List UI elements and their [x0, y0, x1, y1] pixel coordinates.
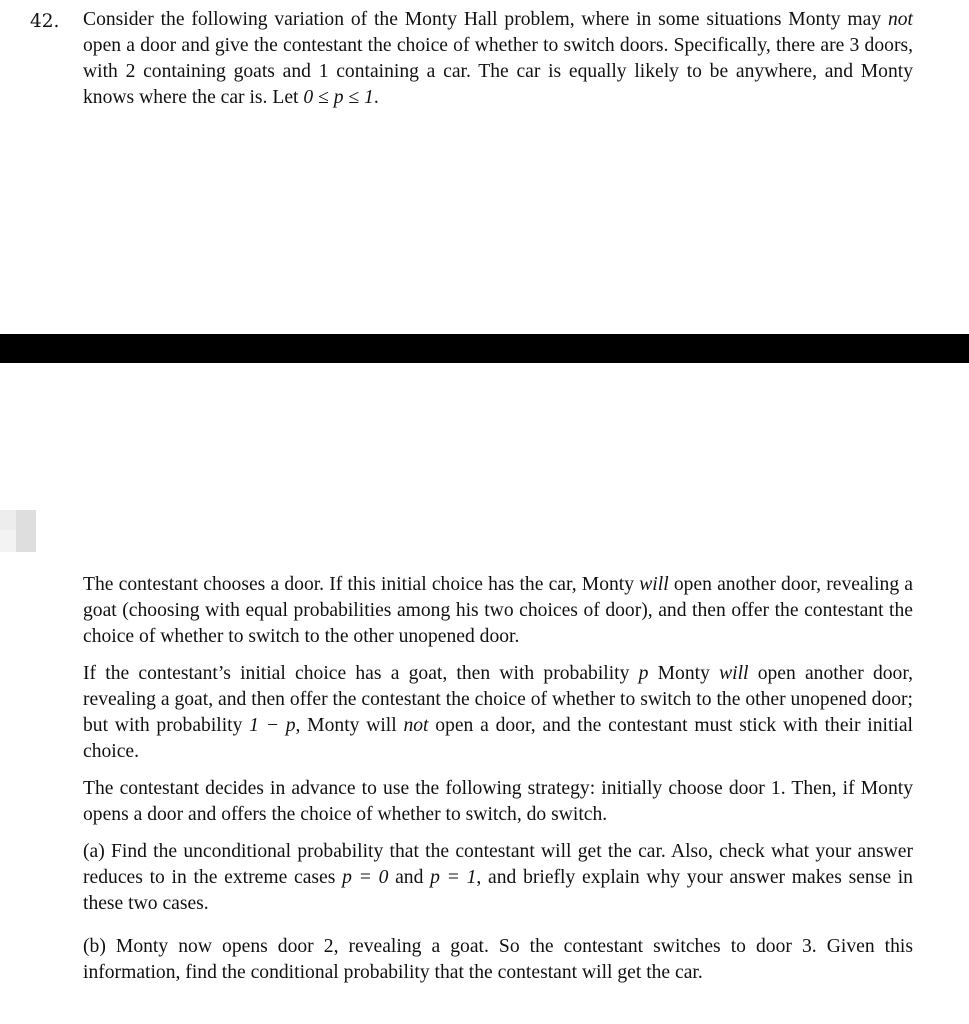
p1-text-1: The contestant chooses a door. If this initial choice has the car, Monty	[83, 574, 640, 595]
intro-emphasis-not: not	[887, 9, 913, 30]
p2-emphasis-will: will	[719, 663, 749, 684]
paragraph-goat-case	[83, 661, 913, 765]
p2-emphasis-not: not	[403, 715, 429, 736]
part-b: (b) Monty now opens door 2, revealing a goat. So the contestant switches to door 3. Given this information, find the conditional probability that the contestant will get the car.	[83, 936, 913, 983]
pa-text-3: , and briefly explain why your answer makes sense in these two cases.	[83, 867, 913, 914]
intro-text-2: open a door and give the contestant the choice of whether to switch doors. Specifically, there are 3 doors, with 2 containing goats and 1 containing a car. The car is equally likely to be anywhere, and Monty knows where the car is. Let	[83, 35, 913, 108]
p2-text-3: open another door, revealing a goat, and then offer the contestant the choice of whether to switch to the other unopened door; but with probability	[83, 663, 913, 736]
p1-text-2: open another door, revealing a goat (choosing with equal probabilities among his two choices of door), and then offer the contestant the choice of whether to switch to the other unopened door.	[83, 574, 913, 647]
problem-number: 42.	[30, 11, 60, 32]
p1-emphasis-will: will	[639, 574, 669, 595]
p2-text-2: Monty	[648, 663, 720, 684]
p2-text-1: If the contestant’s initial choice has a goat, then with probability	[83, 663, 639, 684]
pa-text-2: and	[388, 867, 431, 888]
scan-artifact	[0, 510, 36, 552]
pa-math-p0: p = 0	[342, 867, 389, 888]
p2-math-p: p	[638, 663, 649, 684]
pa-text-1: (a) Find the unconditional probability that the contestant will get the car. Also, check what your answer reduces to in the extreme cases	[83, 841, 913, 888]
p2-math-one-minus-p: 1 − p	[249, 715, 296, 736]
intro-text-1: Consider the following variation of the Monty Hall problem, where in some situations Monty may	[83, 9, 888, 30]
pa-math-p1: p = 1	[430, 867, 477, 888]
p2-text-4: , Monty will	[295, 715, 404, 736]
part-a	[83, 839, 913, 917]
redaction-bar	[0, 334, 969, 363]
paragraph-initial-choice	[83, 572, 913, 650]
paragraph-strategy: The contestant decides in advance to use the following strategy: initially choose door 1. Then, if Monty opens a door and offers the choice of whether to switch, do switch.	[83, 778, 913, 825]
intro-math-range: 0 ≤ p ≤ 1	[303, 87, 374, 108]
problem-intro	[83, 7, 913, 111]
intro-text-3: .	[373, 87, 379, 108]
p2-text-5: open a door, and the contestant must stick with their initial choice.	[83, 715, 913, 762]
